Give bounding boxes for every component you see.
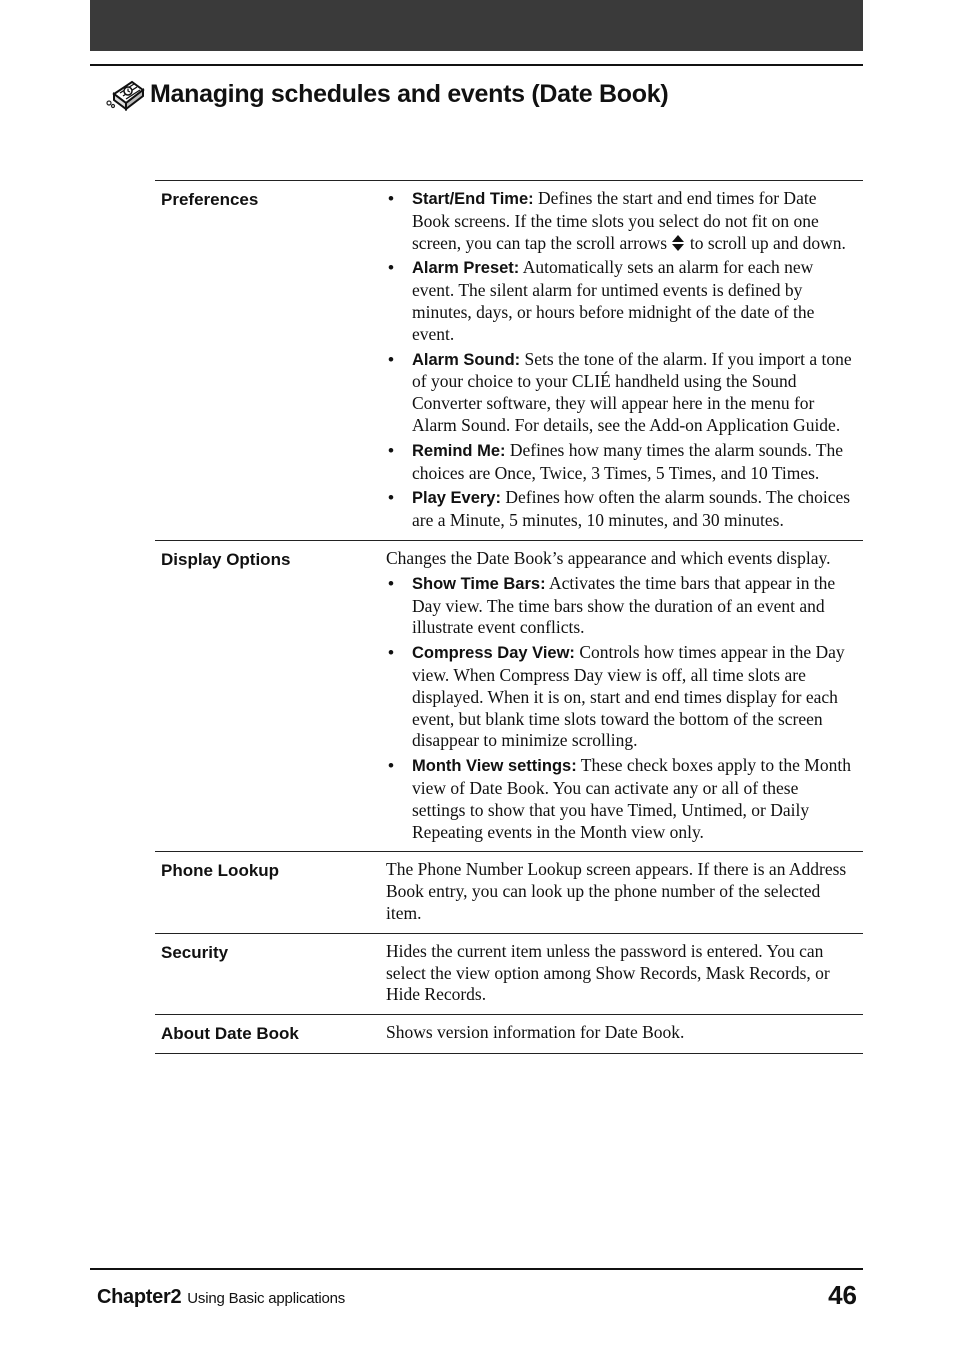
row-label: About Date Book xyxy=(161,1024,299,1044)
chapter-title: Using Basic applications xyxy=(187,1290,346,1307)
top-banner-bar xyxy=(90,0,863,51)
term: Compress Day View: xyxy=(412,644,575,663)
chapter-label: Chapter2 xyxy=(97,1286,182,1308)
term: Show Time Bars: xyxy=(412,574,546,593)
list-item: • Month View settings: These check boxes apply to the Month view of Date Book. You can activate any or all of these settings to show that you have Timed, Untimed, or Daily Repeating events in the Month view only. xyxy=(386,755,856,843)
bullet-list xyxy=(386,573,856,844)
row-intro: Changes the Date Book’s appearance and which events display. xyxy=(386,547,831,568)
term: Month View settings: xyxy=(412,757,577,776)
table-row xyxy=(155,541,863,852)
list-item: • Remind Me: Defines how many times the alarm sounds. The choices are Once, Twice, 3 Times, 5 Times, and 10 Times. xyxy=(386,440,856,485)
table-row xyxy=(155,1015,863,1054)
term: Start/End Time: xyxy=(412,190,534,208)
term: Alarm Sound: xyxy=(412,350,521,369)
menu-options-table xyxy=(155,180,863,1054)
header-rule xyxy=(90,64,863,66)
table-row xyxy=(155,852,863,933)
list-item: • Play Every: Defines how often the alarm sounds. The choices are a Minute, 5 minutes, 10 minutes, and 30 minutes. xyxy=(386,487,856,532)
table-row xyxy=(155,181,863,541)
row-label: Preferences xyxy=(161,190,259,209)
row-label: Phone Lookup xyxy=(161,861,280,881)
bullet-list xyxy=(386,188,856,532)
term: Remind Me: xyxy=(412,441,506,460)
list-item: • Show Time Bars: Activates the time bars that appear in the Day view. The time bars show the duration of an event and illustrate event conflicts. xyxy=(386,573,856,639)
row-description xyxy=(386,188,856,532)
row-description: Hides the current item unless the password is entered. You can select the view option among Show Records, Mask Records, or Hide Records. xyxy=(386,940,830,1005)
list-item: • Compress Day View: Controls how times appear in the Day view. When Compress Day view is off, all time slots are displayed. When it is on, start and end times display for each event, but blank time slots toward the bottom of the screen disappear to minimize scrolling. xyxy=(386,642,856,752)
term: Play Every: xyxy=(412,489,501,508)
list-item: • Start/End Time: Defines the start and end times for Date Book screens. If the time slots you select do not fit on one screen, you can tap the scroll arrows to scroll up and down. xyxy=(386,188,856,254)
row-label: Security xyxy=(161,942,229,962)
list-item: • Alarm Sound: Sets the tone of the alarm. If you import a tone of your choice to your CLIÉ handheld using the Sound Converter software, they will appear here in the menu for Alarm Sound. For details, see the Add-on Application Guide. xyxy=(386,349,856,437)
footer-rule xyxy=(90,1268,863,1270)
date-book-icon xyxy=(104,76,146,112)
row-label: Display Options xyxy=(161,549,291,569)
table-row xyxy=(155,934,863,1015)
row-description: The Phone Number Lookup screen appears. If there is an Address Book entry, you can look up the phone number of the selected item. xyxy=(386,859,847,923)
row-description xyxy=(386,548,856,843)
page-title: Managing schedules and events (Date Book) xyxy=(150,79,669,108)
list-item: • Alarm Preset: Automatically sets an alarm for each new event. The silent alarm for untimed events is defined by minutes, days, or hours before midnight of the date of the event. xyxy=(386,257,856,345)
row-description: Shows version information for Date Book. xyxy=(386,1022,685,1043)
term: Alarm Preset: xyxy=(412,259,520,278)
section-title xyxy=(104,74,668,114)
page-number: 46 xyxy=(828,1280,857,1310)
scroll-arrows-icon xyxy=(671,234,685,252)
footer-chapter xyxy=(97,1286,345,1309)
